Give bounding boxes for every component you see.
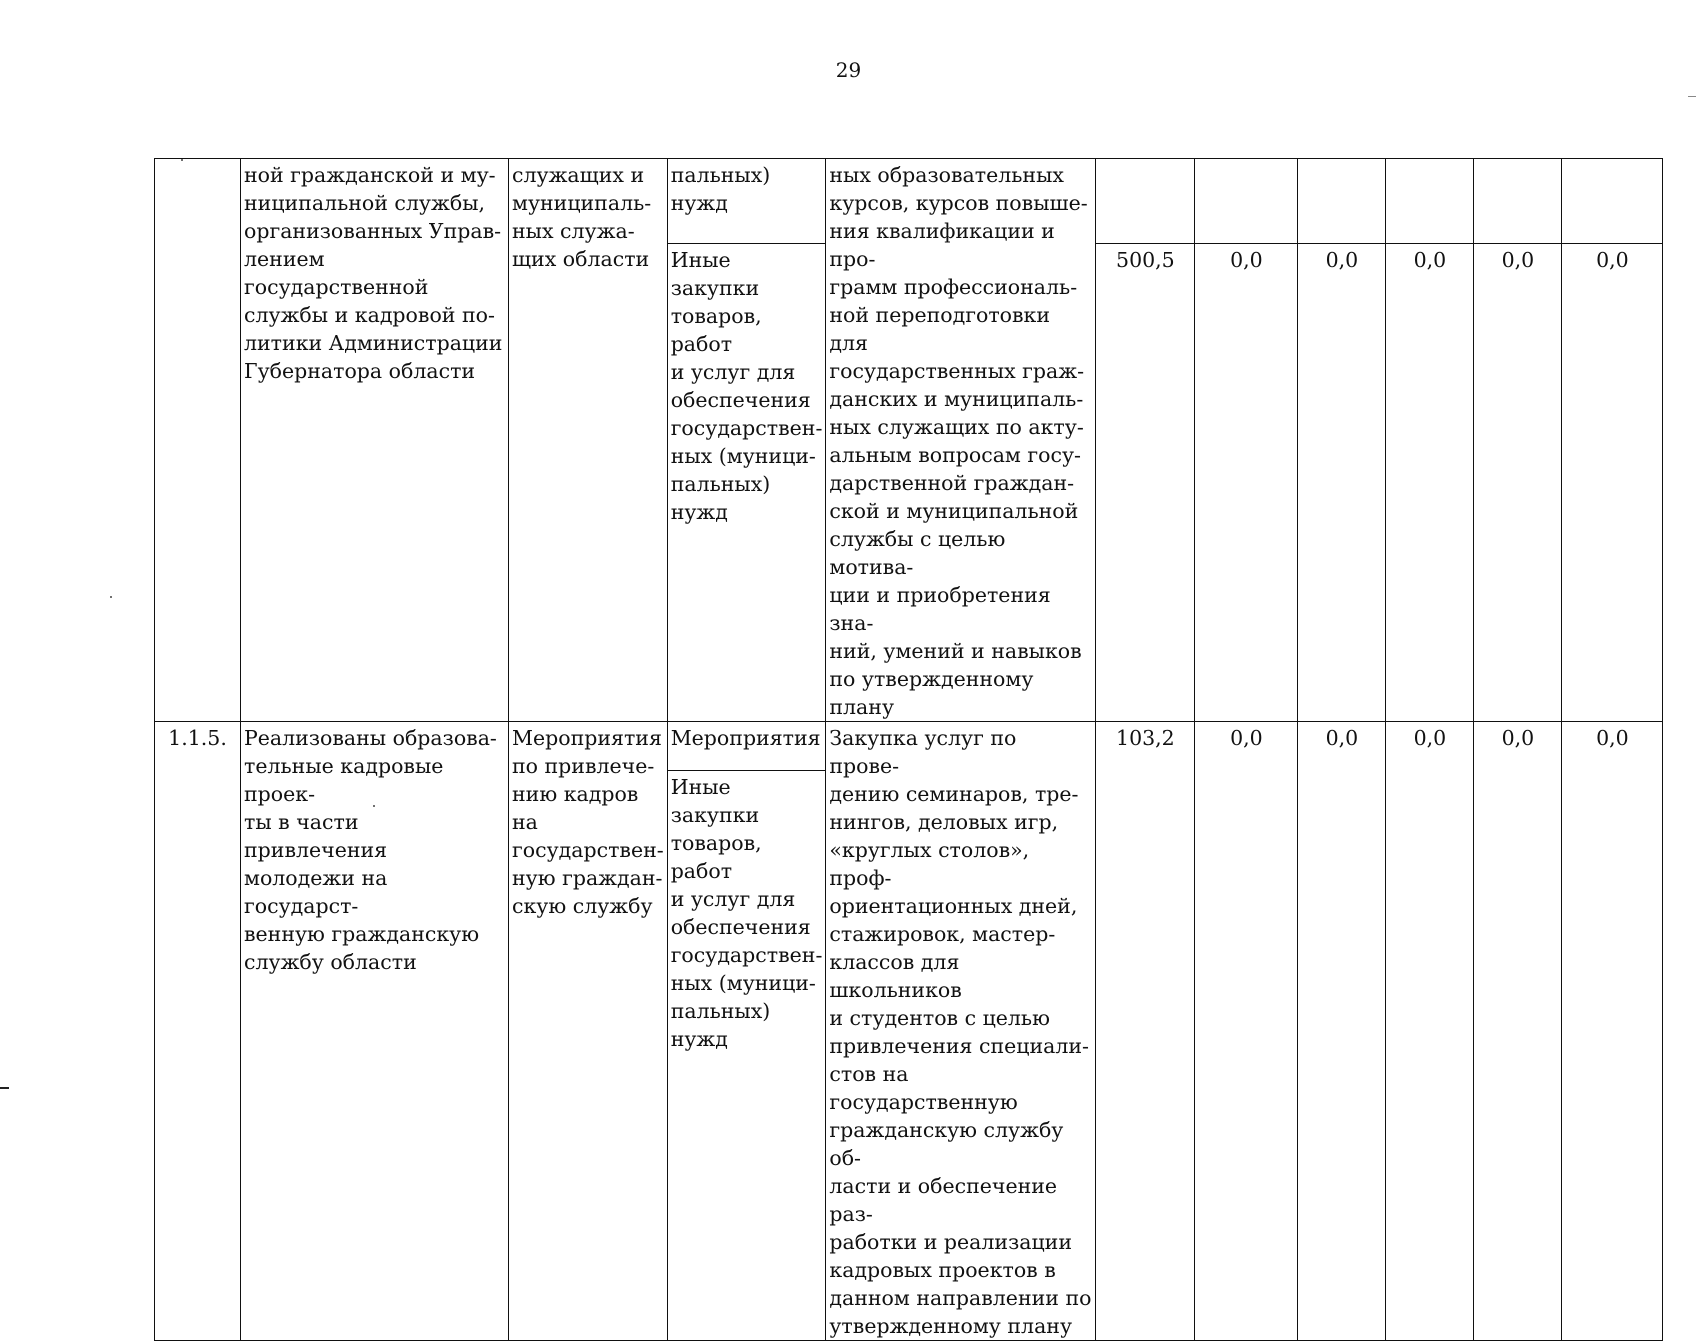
row-number-cell: 1.1.5.: [155, 722, 241, 1341]
description-cell: Закупка услуг по прове- дению семинаров, тре- нингов, деловых игр, «круглых столов», проф- ориентационных дней, стажировок, мастер- классов для школьников и студентов с целью привлечения специали- стов на государственную гражданскую службу об- ласти и обеспечение раз- работки и реализации кадровых проектов в данном направлении по утвержденному плану: [826, 722, 1096, 1341]
scan-mark: [0, 1087, 9, 1089]
scan-speck: [110, 596, 112, 598]
result-cell: Реализованы образова- тельные кадровые проек- ты в части привлечения молодежи на государст- венную гражданскую службу области: [241, 722, 509, 1341]
value-header-blank: [1474, 159, 1562, 244]
value-header-blank: [1386, 159, 1474, 244]
expense-kind-cell: Иные закупки товаров, работ и услуг для обеспечения государствен- ных (муници- пальных) нужд: [667, 770, 826, 1340]
value-cell: 0,0: [1562, 243, 1663, 721]
value-cell: 0,0: [1474, 243, 1562, 721]
table-row: [155, 722, 1663, 771]
event-cell: Мероприятия по привлече- нию кадров на государствен- ную граждан- скую службу: [509, 722, 668, 1341]
value-cell: 0,0: [1298, 243, 1386, 721]
value-header-blank: [1562, 159, 1663, 244]
expense-kind-cell: Иные закупки товаров, работ и услуг для обеспечения государствен- ных (муници- пальных) нужд: [667, 243, 826, 721]
description-cell: ных образовательных курсов, курсов повыше- ния квалификации и про- грамм профессиональ- ной переподготовки для государственных граж- данских и муниципаль- ных служащих по акту- альным вопросам госу- дарственной граждан- ской и муниципальной службы с целью мотива- ции и приобретения зна- ний, умений и навыков по утвержденному плану: [826, 159, 1096, 722]
value-cell: 0,0: [1195, 243, 1298, 721]
value-cell: 0,0: [1298, 722, 1386, 1341]
row-number-cell: [155, 159, 241, 722]
value-cell: 500,5: [1096, 243, 1195, 721]
value-header-blank: [1096, 159, 1195, 244]
expense-kind-cell: пальных) нужд: [667, 159, 826, 244]
expense-kind-cell: Мероприятия: [667, 722, 826, 771]
value-cell: 0,0: [1386, 243, 1474, 721]
event-cell: служащих и муниципаль- ных служа- щих области: [509, 159, 668, 722]
plan-table: [154, 158, 1663, 1341]
scan-mark: [1688, 96, 1696, 97]
value-header-blank: [1298, 159, 1386, 244]
table-row: [155, 159, 1663, 244]
page-number: 29: [835, 58, 862, 82]
value-cell: 0,0: [1474, 722, 1562, 1341]
value-cell: 0,0: [1195, 722, 1298, 1341]
value-cell: 0,0: [1562, 722, 1663, 1341]
result-cell: ной гражданской и му- ниципальной службы, организованных Управ- лением государственной службы и кадровой по- литики Администрации Губернатора области: [241, 159, 509, 722]
value-cell: 0,0: [1386, 722, 1474, 1341]
value-header-blank: [1195, 159, 1298, 244]
value-cell: 103,2: [1096, 722, 1195, 1341]
